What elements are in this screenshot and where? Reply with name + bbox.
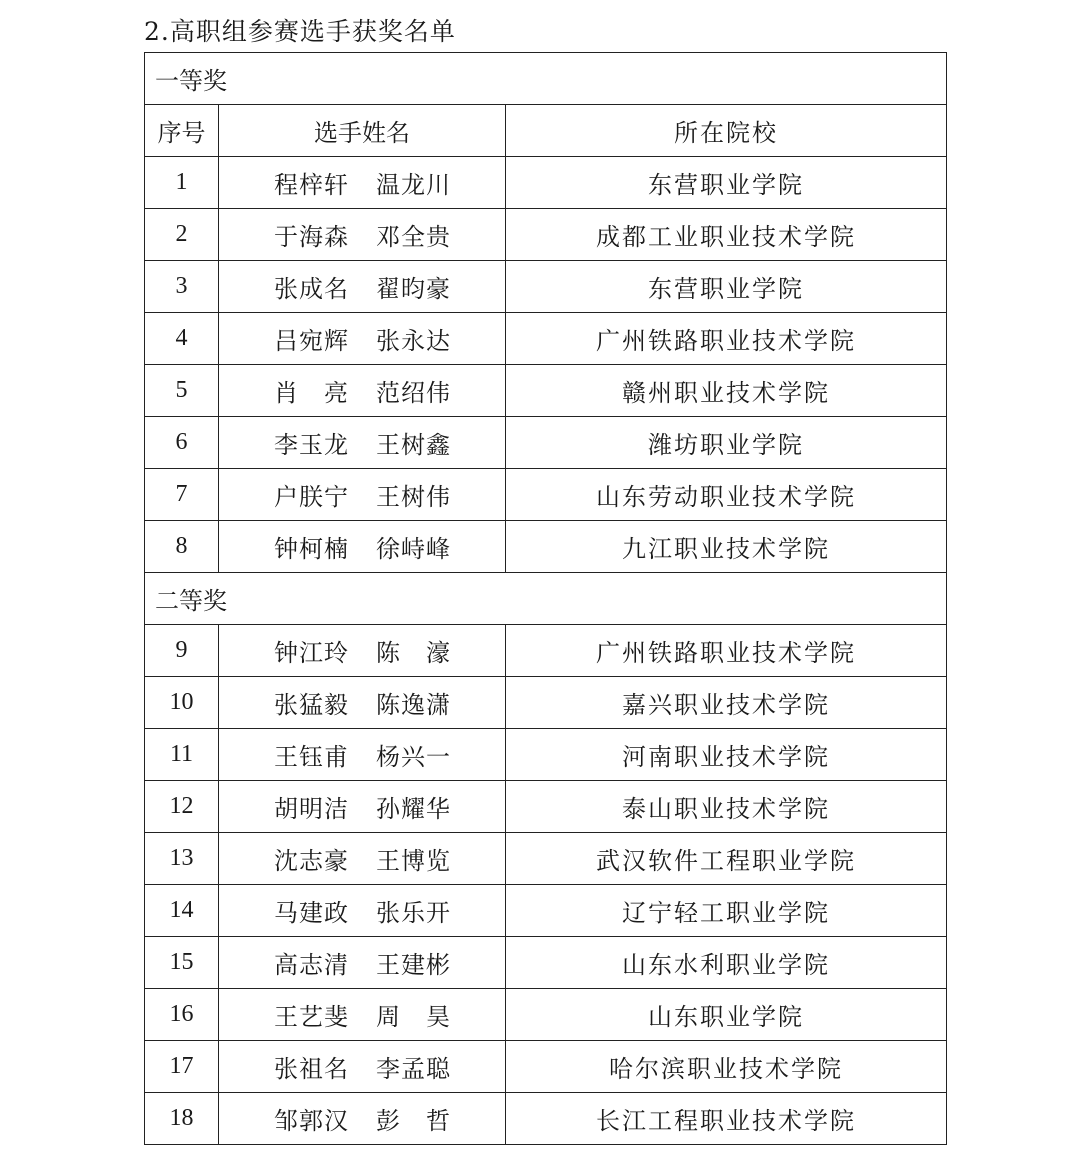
table-row (145, 313, 947, 365)
school-name: 成都工业职业技术学院 (506, 209, 947, 261)
school-name: 河南职业技术学院 (506, 729, 947, 781)
contestant-names (274, 633, 450, 668)
table-row (145, 1093, 947, 1145)
row-number: 5 (145, 365, 219, 417)
school-name: 山东劳动职业技术学院 (506, 469, 947, 521)
contestant-names (274, 1049, 450, 1084)
table-row (145, 469, 947, 521)
school-name: 山东水利职业学院 (506, 937, 947, 989)
contestant-names-cell (219, 365, 506, 417)
contestant-names-cell (219, 313, 506, 365)
contestant-names-cell (219, 677, 506, 729)
contestant-names-cell (219, 521, 506, 573)
contestant-name-2: 李孟聪 (376, 1055, 450, 1083)
table-row (145, 833, 947, 885)
school-name: 潍坊职业学院 (506, 417, 947, 469)
table-row (145, 521, 947, 573)
table-row (145, 417, 947, 469)
contestant-names-cell (219, 989, 506, 1041)
contestant-names (274, 529, 450, 564)
contestant-names-cell (219, 833, 506, 885)
contestant-name-1: 张祖名 (274, 1055, 348, 1083)
contestant-names-cell (219, 261, 506, 313)
row-number: 15 (145, 937, 219, 989)
row-number: 7 (145, 469, 219, 521)
school-name: 东营职业学院 (506, 261, 947, 313)
contestant-name-1: 王钰甫 (274, 743, 348, 771)
contestant-names-cell (219, 885, 506, 937)
award-table (144, 52, 947, 1145)
contestant-name-1: 高志清 (274, 951, 348, 979)
school-name: 辽宁轻工职业学院 (506, 885, 947, 937)
contestant-names (274, 477, 450, 512)
contestant-names (274, 737, 450, 772)
row-number: 1 (145, 157, 219, 209)
contestant-name-2: 王树鑫 (376, 431, 450, 459)
school-name: 广州铁路职业技术学院 (506, 313, 947, 365)
contestant-names-cell (219, 781, 506, 833)
contestant-name-2: 王博览 (376, 847, 450, 875)
school-name: 广州铁路职业技术学院 (506, 625, 947, 677)
contestant-names-cell (219, 469, 506, 521)
section-label: 一等奖 (145, 53, 947, 105)
table-row (145, 885, 947, 937)
document-title: 2.高职组参赛选手获奖名单 (144, 17, 456, 46)
row-number: 18 (145, 1093, 219, 1145)
row-number: 4 (145, 313, 219, 365)
row-number: 2 (145, 209, 219, 261)
section-row (145, 573, 947, 625)
section-row (145, 53, 947, 105)
school-name: 九江职业技术学院 (506, 521, 947, 573)
contestant-name-2: 翟昀豪 (376, 275, 450, 303)
contestant-name-1: 肖 亮 (274, 379, 348, 407)
contestant-name-1: 马建政 (274, 899, 348, 927)
contestant-name-1: 李玉龙 (274, 431, 348, 459)
contestant-name-2: 陈 濠 (376, 639, 450, 667)
table-row (145, 781, 947, 833)
contestant-names-cell (219, 625, 506, 677)
contestant-name-1: 邹郭汉 (274, 1107, 348, 1135)
contestant-names (274, 789, 450, 824)
contestant-name-1: 钟柯楠 (274, 535, 348, 563)
contestant-name-2: 杨兴一 (376, 743, 450, 771)
contestant-name-2: 陈逸潇 (376, 691, 450, 719)
table-row (145, 729, 947, 781)
table-row (145, 1041, 947, 1093)
school-name: 赣州职业技术学院 (506, 365, 947, 417)
row-number: 3 (145, 261, 219, 313)
contestant-names-cell (219, 937, 506, 989)
contestant-names (274, 269, 450, 304)
table-row (145, 261, 947, 313)
contestant-names-cell (219, 1093, 506, 1145)
header-names: 选手姓名 (219, 105, 506, 157)
row-number: 8 (145, 521, 219, 573)
contestant-names (274, 165, 450, 200)
table-row (145, 989, 947, 1041)
header-school: 所在院校 (506, 105, 947, 157)
contestant-names-cell (219, 729, 506, 781)
contestant-names (274, 217, 450, 252)
contestant-name-2: 徐峙峰 (376, 535, 450, 563)
row-number: 16 (145, 989, 219, 1041)
header-no: 序号 (145, 105, 219, 157)
school-name: 长江工程职业技术学院 (506, 1093, 947, 1145)
row-number: 12 (145, 781, 219, 833)
table-row (145, 365, 947, 417)
school-name: 东营职业学院 (506, 157, 947, 209)
school-name: 嘉兴职业技术学院 (506, 677, 947, 729)
table-row (145, 625, 947, 677)
table-row (145, 209, 947, 261)
table-row (145, 157, 947, 209)
contestant-name-1: 户朕宁 (274, 483, 348, 511)
school-name: 泰山职业技术学院 (506, 781, 947, 833)
contestant-names-cell (219, 209, 506, 261)
contestant-name-1: 沈志豪 (274, 847, 348, 875)
contestant-name-1: 王艺斐 (274, 1003, 348, 1031)
contestant-name-1: 张猛毅 (274, 691, 348, 719)
school-name: 哈尔滨职业技术学院 (506, 1041, 947, 1093)
contestant-name-1: 程梓轩 (274, 171, 348, 199)
contestant-name-1: 胡明洁 (274, 795, 348, 823)
row-number: 14 (145, 885, 219, 937)
school-name: 山东职业学院 (506, 989, 947, 1041)
contestant-names (274, 321, 450, 356)
row-number: 9 (145, 625, 219, 677)
contestant-name-2: 彭 哲 (376, 1107, 450, 1135)
award-table-body (145, 53, 947, 1145)
contestant-name-2: 张永达 (376, 327, 450, 355)
contestant-name-1: 于海森 (274, 223, 348, 251)
contestant-name-1: 钟江玲 (274, 639, 348, 667)
contestant-name-2: 邓全贵 (376, 223, 450, 251)
contestant-name-2: 温龙川 (376, 171, 450, 199)
contestant-name-2: 孙耀华 (376, 795, 450, 823)
contestant-name-2: 周 昊 (376, 1003, 450, 1031)
row-number: 6 (145, 417, 219, 469)
school-name: 武汉软件工程职业学院 (506, 833, 947, 885)
contestant-name-1: 吕宛辉 (274, 327, 348, 355)
row-number: 11 (145, 729, 219, 781)
contestant-name-1: 张成名 (274, 275, 348, 303)
row-number: 10 (145, 677, 219, 729)
section-label: 二等奖 (145, 573, 947, 625)
contestant-names-cell (219, 157, 506, 209)
table-row (145, 677, 947, 729)
contestant-names (274, 685, 450, 720)
contestant-names-cell (219, 417, 506, 469)
contestant-names (274, 841, 450, 876)
contestant-names (274, 945, 450, 980)
contestant-names-cell (219, 1041, 506, 1093)
contestant-name-2: 张乐开 (376, 899, 450, 927)
contestant-names (274, 373, 450, 408)
row-number: 13 (145, 833, 219, 885)
row-number: 17 (145, 1041, 219, 1093)
table-row (145, 937, 947, 989)
contestant-names (274, 997, 450, 1032)
contestant-name-2: 王树伟 (376, 483, 450, 511)
contestant-names (274, 893, 450, 928)
contestant-name-2: 王建彬 (376, 951, 450, 979)
table-header-row (145, 105, 947, 157)
contestant-names (274, 1101, 450, 1136)
contestant-name-2: 范绍伟 (376, 379, 450, 407)
contestant-names (274, 425, 450, 460)
